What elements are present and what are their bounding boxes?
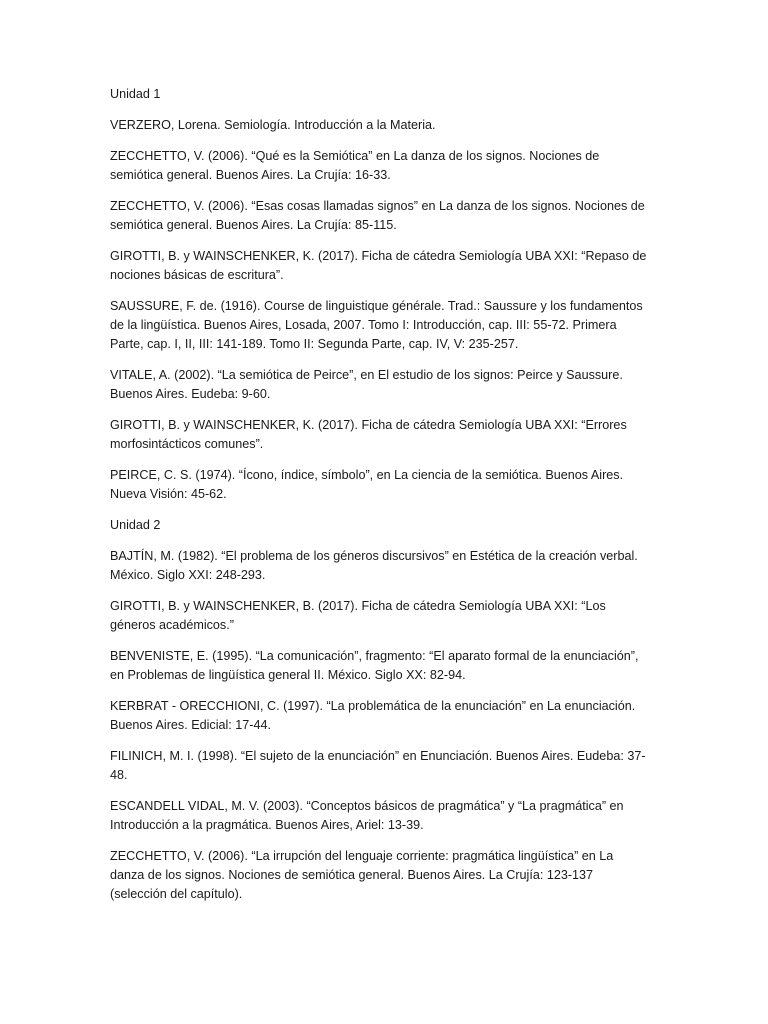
bibliography-entry: PEIRCE, C. S. (1974). “Ícono, índice, símbolo”, en La ciencia de la semiótica. Buenos Aires. Nueva Visión: 45-62.	[110, 468, 624, 501]
bibliography	[110, 85, 650, 916]
bibliography-entry: ZECCHETTO, V. (2006). “Esas cosas llamadas signos” en La danza de los signos. Nociones de semiótica general. Buenos Aires. La Crujía: 85-115.	[110, 199, 645, 232]
bibliography-entry: ZECCHETTO, V. (2006). “Qué es la Semiótica” en La danza de los signos. Nociones de semiótica general. Buenos Aires. La Crujía: 16-33.	[110, 149, 600, 182]
bibliography-entry: SAUSSURE, F. de. (1916). Course de linguistique générale. Trad.: Saussure y los fundamentos de la lingüística. Buenos Aires, Losada, 2007. Tomo I: Introducción, cap. III: 55-72. Primera Parte, cap. I, II, III: 141-189. Tomo II: Segunda Parte, cap. IV, V: 235-257.	[110, 299, 643, 351]
bibliography-entry: GIROTTI, B. y WAINSCHENKER, K. (2017). Ficha de cátedra Semiología UBA XXI: “Errores morfosintácticos comunes”.	[110, 418, 627, 451]
bibliography-entry: BENVENISTE, E. (1995). “La comunicación”, fragmento: “El aparato formal de la enunciación”, en Problemas de lingüística general II. México. Siglo XX: 82-94.	[110, 649, 639, 682]
bibliography-entry: BAJTÍN, M. (1982). “El problema de los géneros discursivos” en Estética de la creación verbal. México. Siglo XXI: 248-293.	[110, 549, 638, 582]
bibliography-entry: VERZERO, Lorena. Semiología. Introducción a la Materia.	[110, 118, 436, 132]
bibliography-entry: VITALE, A. (2002). “La semiótica de Peirce”, en El estudio de los signos: Peirce y Saussure. Buenos Aires. Eudeba: 9-60.	[110, 368, 623, 401]
bibliography-entry: ESCANDELL VIDAL, M. V. (2003). “Conceptos básicos de pragmática” y “La pragmática” en Introducción a la pragmática. Buenos Aires, Ariel: 13-39.	[110, 799, 624, 832]
bibliography-entry: KERBRAT - ORECCHIONI, C. (1997). “La problemática de la enunciación” en La enunciación. Buenos Aires. Edicial: 17-44.	[110, 699, 636, 732]
bibliography-entry: GIROTTI, B. y WAINSCHENKER, B. (2017). Ficha de cátedra Semiología UBA XXI: “Los géneros académicos.”	[110, 599, 606, 632]
bibliography-entry: GIROTTI, B. y WAINSCHENKER, K. (2017). Ficha de cátedra Semiología UBA XXI: “Repaso de nociones básicas de escritura”.	[110, 249, 647, 282]
bibliography-entry: FILINICH, M. I. (1998). “El sujeto de la enunciación” en Enunciación. Buenos Aires. Eudeba: 37-48.	[110, 749, 646, 782]
unit-1-heading: Unidad 1	[110, 87, 161, 101]
bibliography-entry: ZECCHETTO, V. (2006). “La irrupción del lenguaje corriente: pragmática lingüística” en La danza de los signos. Nociones de semiótica general. Buenos Aires. La Crujía: 123-137 (selección del capítulo).	[110, 849, 614, 901]
unit-2-heading: Unidad 2	[110, 518, 161, 532]
